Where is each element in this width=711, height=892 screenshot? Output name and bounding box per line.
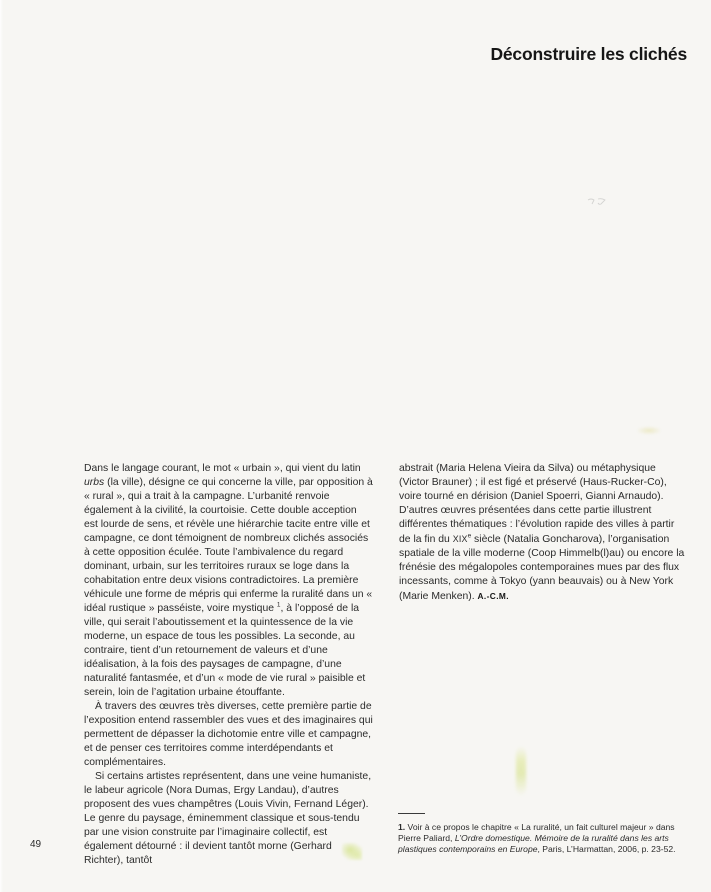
text-segment: A.-C.M. [477,591,509,601]
text-segment: Voir à ce propos le chapitre « La ruralité, un fait culturel majeur » dans Pierre Paliard, [398,822,675,843]
footnote-rule [398,813,425,814]
page-number: 49 [30,839,42,850]
paragraph [84,462,373,700]
paragraph [84,700,373,770]
body-text [84,462,688,868]
text-segment: À travers des œuvres très diverses, cette première partie de l’exposition entend rassembler des vues et des imaginaires qui permettent de dépasser la dichotomie entre ville et campagne, et de penser ces territoires comme interdépendants et complémentaires. [84,701,373,768]
text-segment: 1 [276,601,281,609]
text-segment: 1. [398,822,406,832]
text-segment: urbs [84,477,105,488]
paragraph [399,462,688,604]
footnote [398,813,690,855]
text-segment: L’Ordre domestique. Mémoire de la ruralité dans les arts plastiques contemporains en Europe [398,833,669,854]
yellow-smudge-artifact [636,426,662,435]
body-column-left [84,462,373,868]
text-segment: , à l’opposé de la ville, qui serait l’aboutissement et la quintessence de la vie moderne, un espace de tous les possibles. La seconde, au contraire, tient d’un retournement de valeurs et d’une idéalisation, à la fois des paysages de campagne, d’une naturalité fantasmée, et d’un « mode de vie rural » paisible et serein, loin de l’agitation urbaine étouffante. [84,603,366,698]
body-column-right [399,462,688,868]
page-title: Déconstruire les clichés [490,44,687,64]
footnote-text [398,822,690,855]
paragraph [84,770,373,868]
text-segment: abstrait (Maria Helena Vieira da Silva) ou métaphysique (Victor Brauner) ; il est figé et préservé (Haus-Rucker-Co), voire tourné en dérision (Daniel Spoerri, Gianni Arnaudo). D’autres œuvres présentées dans cette partie illustrent différentes thématiques : l’évolution rapide des villes à partir de la fin du [399,463,675,545]
pencil-smudge-artifact [586,196,608,207]
text-segment: XIX [452,534,468,544]
text-segment: e [467,532,472,540]
text-segment: siècle (Natalia Goncharova), l’organisation spatiale de la ville moderne (Coop Himmelb(l)au) ou encore la frénésie des mégalopoles contemporaines mues par des flux incessants, comme à Tokyo (yann beauvais) ou à New York (Marie Menken). [399,534,685,602]
text-segment: Si certains artistes représentent, dans une veine humaniste, le labeur agricole (Nora Dumas, Ergy Landau), d’autres proposent des vues champêtres (Louis Vivin, Fernand Léger). Le genre du paysage, éminemment classique et sous-tendu par une vision construite par l’imaginaire collectif, est également détourné : il devient tantôt morne (Gerhard Richter), tantôt [84,771,372,866]
scan-edge-shading [0,0,3,892]
text-segment: Dans le langage courant, le mot « urbain », qui vient du latin [84,463,361,474]
text-segment: , Paris, L’Harmattan, 2006, p. 23-52. [537,844,676,854]
text-segment: (la ville), désigne ce qui concerne la ville, par opposition à « rural », qui a trait à la campagne. L’urbanité renvoie également à la civilité, la courtoisie. Cette double acception est lourde de sens, et révèle une hiérarchie tacite entre ville et campagne, ce dont témoignent de nombreux clichés associés à cette opposition éculée. Toute l’ambivalence du regard dominant, urbain, sur les territoires ruraux se loge dans la cohabitation entre deux visions contradictoires. La première véhicule une forme de mépris qui enferme la ruralité dans un « idéal rustique » passéiste, voire mystique [84,477,373,614]
